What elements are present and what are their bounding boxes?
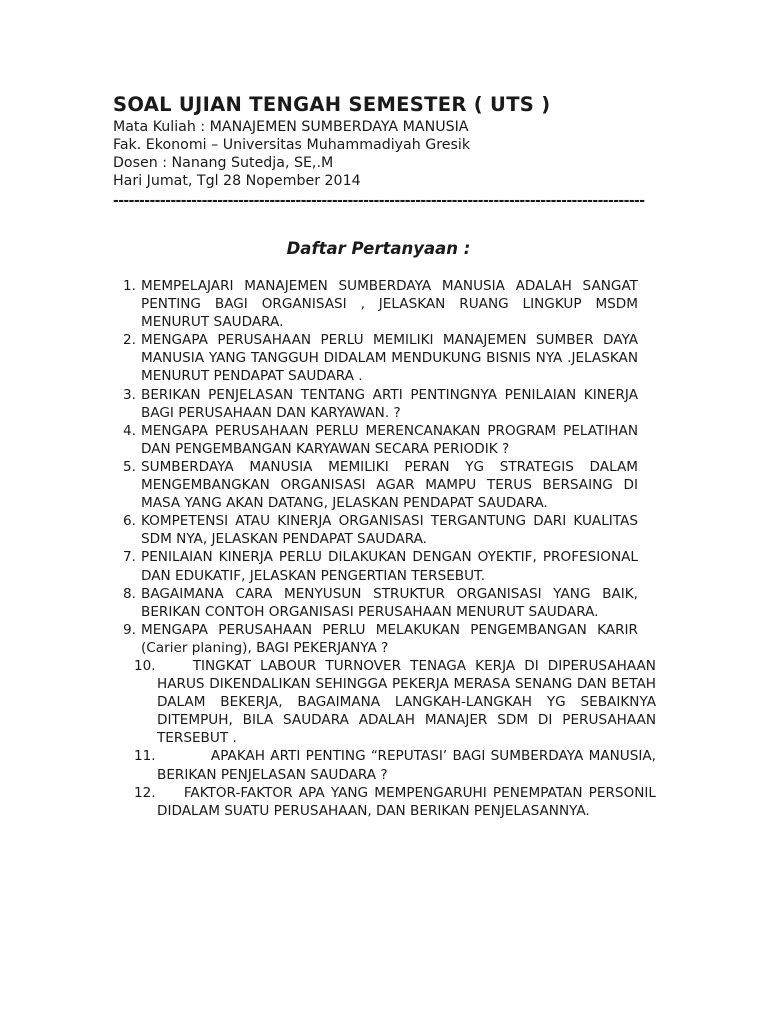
question-text: MENGAPA PERUSAHAAN PERLU MEMILIKI MANAJEMEN SUMBER DAYA MANUSIA YANG TANGGUH DIDALAM MENDUKUNG BISNIS NYA .JELASKAN MENURUT PENDAPAT SAUDARA . — [141, 332, 638, 385]
question-number: 4. — [123, 422, 136, 439]
question-list — [113, 277, 656, 820]
question-item — [113, 621, 656, 657]
question-number: 1. — [123, 278, 136, 294]
question-number: 12. — [134, 784, 156, 801]
question-item — [113, 585, 656, 621]
question-text: FAKTOR-FAKTOR APA YANG MEMPENGARUHI PENEMPATAN PERSONIL DIDALAM SUATU PERUSAHAAN, DAN BERIKAN PENJELASANNYA. — [157, 784, 656, 819]
exam-date: Hari Jumat, Tgl 28 Nopember 2014 — [113, 173, 361, 189]
question-item — [113, 512, 656, 548]
question-text: MENGAPA PERUSAHAAN PERLU MERENCANAKAN PROGRAM PELATIHAN DAN PENGEMBANGAN KARYAWAN SECARA PERIODIK ? — [141, 422, 638, 457]
question-number: 10. — [134, 657, 156, 674]
question-item — [134, 784, 656, 820]
question-text: PENILAIAN KINERJA PERLU DILAKUKAN DENGAN OYEKTIF, PROFESIONAL DAN EDUKATIF, JELASKAN PENGERTIAN TERSEBUT. — [141, 549, 638, 584]
question-item — [113, 331, 656, 385]
section-heading: Daftar Pertanyaan : — [286, 239, 471, 258]
question-number: 8. — [123, 585, 136, 602]
question-text: KOMPETENSI ATAU KINERJA ORGANISASI TERGANTUNG DARI KUALITAS SDM NYA, JELASKAN PENDAPAT SAUDARA. — [141, 513, 638, 548]
question-text: TINGKAT LABOUR TURNOVER TENAGA KERJA DI DIPERUSAHAAN HARUS DIKENDALIKAN SEHINGGA PEKERJA MERASA SENANG DAN BETAH DALAM BEKERJA, BAGAIMANA LANGKAH-LANGKAH YG SEBAIKNYA DITEMPUH, BILA SAUDARA ADALAH MANAJER SDM DI PERUSAHAAN TERSEBUT . — [157, 657, 656, 747]
question-number: 11. — [134, 748, 156, 765]
course-name: Mata Kuliah : MANAJEMEN SUMBERDAYA MANUSIA — [113, 119, 469, 135]
question-number: 3. — [123, 386, 136, 403]
question-item — [113, 458, 656, 512]
question-text: MENGAPA PERUSAHAAN PERLU MELAKUKAN PENGEMBANGAN KARIR (Carier planing), BAGI PEKERJANYA ? — [141, 621, 638, 656]
question-item — [113, 277, 656, 331]
question-text: MEMPELAJARI MANAJEMEN SUMBERDAYA MANUSIA ADALAH SANGAT PENTING BAGI ORGANISASI , JELASKAN RUANG LINGKUP MSDM MENURUT SAUDARA. — [141, 278, 638, 331]
question-text: APAKAH ARTI PENTING “REPUTASI’ BAGI SUMBERDAYA MANUSIA, BERIKAN PENJELASAN SAUDARA ? — [157, 748, 657, 783]
document-title: SOAL UJIAN TENGAH SEMESTER ( UTS ) — [113, 93, 551, 116]
question-text: BAGAIMANA CARA MENYUSUN STRUKTUR ORGANISASI YANG BAIK, BERIKAN CONTOH ORGANISASI PERUSAHAAN MENURUT SAUDARA. — [141, 585, 638, 620]
question-item — [113, 386, 656, 422]
question-text: SUMBERDAYA MANUSIA MEMILIKI PERAN YG STRATEGIS DALAM MENGEMBANGKAN ORGANISASI AGAR MAMPU TERUS BERSAING DI MASA YANG AKAN DATANG, JELASKAN PENDAPAT SAUDARA. — [141, 458, 638, 512]
question-item — [134, 747, 657, 783]
question-number: 5. — [123, 458, 136, 475]
question-number: 6. — [123, 513, 136, 530]
question-number: 7. — [123, 549, 136, 566]
question-text: BERIKAN PENJELASAN TENTANG ARTI PENTINGNYA PENILAIAN KINERJA BAGI PERUSAHAAN DAN KARYAWAN. ? — [141, 386, 638, 421]
faculty-name: Fak. Ekonomi – Universitas Muhammadiyah Gresik — [113, 137, 471, 153]
lecturer-name: Dosen : Nanang Sutedja, SE,.M — [113, 155, 334, 171]
question-item — [134, 657, 656, 747]
separator-line: ------------------------------------------------------------------------------------------------------ — [113, 193, 645, 209]
question-item — [113, 422, 656, 458]
question-number: 2. — [123, 332, 136, 349]
document-page — [113, 92, 656, 820]
question-number: 9. — [123, 621, 136, 638]
question-item — [113, 548, 656, 584]
